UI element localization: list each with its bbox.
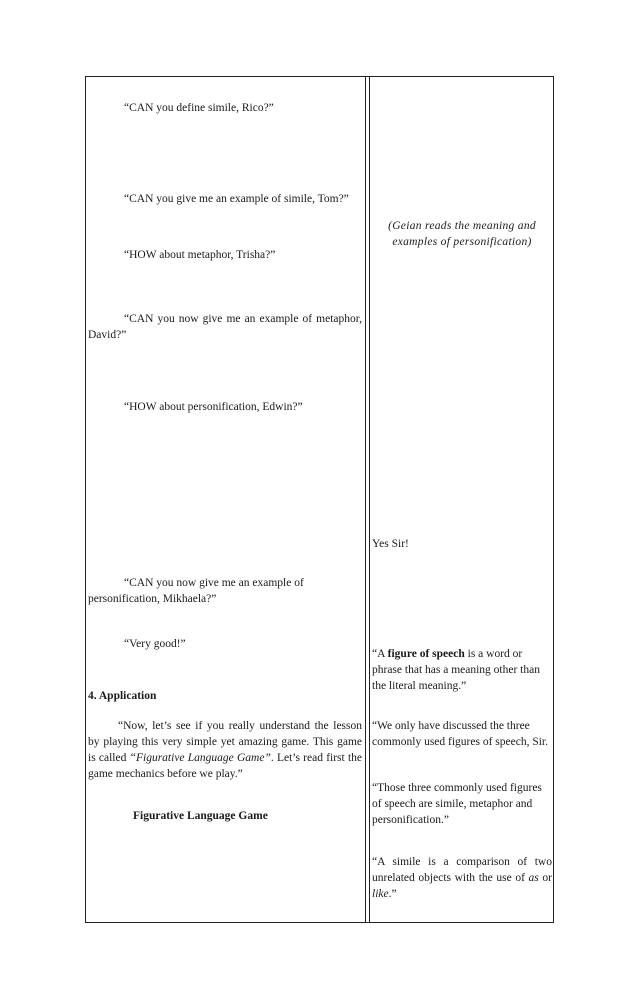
figure-def-suffix: is a word or phrase that has a meaning other than the literal meaning.” (372, 648, 540, 692)
student-three-figures-discussed: “We only have discussed the three commonly used figures of speech, Sir. (372, 720, 548, 748)
simile-def-or: or (538, 872, 552, 884)
teacher-question-simile: “CAN you define simile, Rico?” (124, 102, 274, 114)
teacher-praise: “Very good!” (124, 638, 186, 650)
student-figure-of-speech-definition (372, 646, 552, 694)
student-response-yes: Yes Sir! (372, 538, 409, 550)
student-simile-definition (372, 854, 552, 902)
student-geian-note: (Geian reads the meaning and examples of personification) (388, 220, 536, 248)
figure-def-prefix: “A (372, 648, 388, 660)
simile-def-like: like (372, 888, 389, 900)
teacher-question-metaphor-example: “CAN you now give me an example of metaphor, David?” (88, 313, 362, 341)
simile-def-suffix: .” (388, 888, 397, 900)
student-three-figures-named: “Those three commonly used figures of speech are simile, metaphor and personification.” (372, 782, 542, 826)
simile-def-prefix: “A simile is a comparison of two unrelated objects with the use of (372, 856, 552, 884)
simile-def-as: as (528, 872, 539, 884)
figure-def-term: figure of speech (387, 648, 465, 660)
application-text-part1: “Now, let’s see if you really understand the lesson by playing this very simple yet amazing game. This game is called (88, 720, 362, 764)
section-heading-application: 4. Application (88, 690, 157, 702)
application-game-name: “Figurative Language Game” (129, 752, 271, 764)
teacher-question-personification-example: “CAN you now give me an example of personification, Mikhaela?” (88, 577, 304, 605)
teacher-question-metaphor: “HOW about metaphor, Trisha?” (124, 249, 276, 261)
game-title: Figurative Language Game (133, 810, 268, 822)
column-divider (365, 76, 366, 923)
application-text-part2: . Let’s read first the game mechanics before we play.” (88, 752, 363, 780)
application-instructions (88, 718, 362, 782)
column-divider-inner (369, 76, 370, 923)
teacher-question-simile-example: “CAN you give me an example of simile, Tom?” (124, 193, 349, 205)
teacher-question-personification: “HOW about personification, Edwin?” (124, 401, 303, 413)
